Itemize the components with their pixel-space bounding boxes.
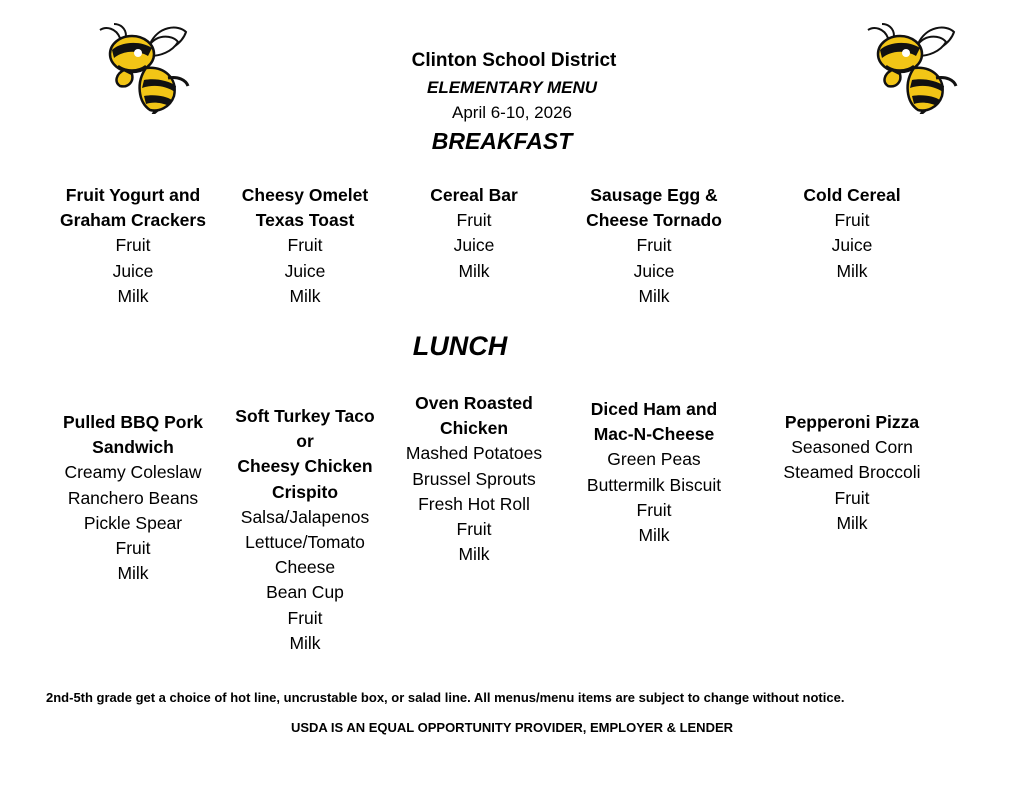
menu-side-item: Fruit — [115, 235, 151, 256]
menu-side-item: Juice — [831, 235, 873, 256]
menu-side-item: Juice — [633, 260, 675, 281]
menu-dates: April 6-10, 2026 — [451, 103, 573, 122]
menu-main-line: Texas Toast — [255, 210, 355, 231]
menu-subtitle: ELEMENTARY MENU — [426, 78, 598, 97]
menu-main-line: Soft Turkey Taco — [235, 406, 375, 426]
lunch-day-4 — [554, 397, 754, 548]
district-name: Clinton School District — [411, 50, 617, 71]
menu-main-line: Cheesy Chicken — [237, 456, 373, 477]
menu-side-item: Brussel Sprouts — [412, 468, 536, 489]
menu-side-item: Juice — [284, 260, 326, 281]
breakfast-day-1 — [33, 183, 233, 309]
menu-side-item: Cheese — [274, 557, 336, 578]
menu-side-item: Fruit — [287, 235, 323, 256]
menu-main-line: Cheese Tornado — [586, 210, 722, 231]
menu-side-item: Fruit — [115, 538, 151, 559]
breakfast-day-4 — [554, 183, 754, 309]
menu-main-line: Cheesy Omelet — [241, 185, 369, 205]
menu-main-line: Chicken — [439, 418, 509, 439]
lunch-day-5 — [752, 410, 952, 536]
menu-main-line: Mac-N-Cheese — [593, 424, 715, 445]
menu-main-line: Pulled BBQ Pork — [62, 412, 204, 432]
menu-side-item: Mashed Potatoes — [405, 443, 543, 464]
menu-side-item: Fruit — [834, 210, 870, 231]
menu-side-item: Bean Cup — [266, 582, 344, 603]
menu-main-line: Cold Cereal — [803, 185, 901, 205]
menu-side-item: Milk — [289, 632, 321, 653]
menu-side-item: Steamed Broccoli — [783, 462, 921, 483]
breakfast-day-3 — [374, 183, 574, 284]
lunch-heading: LUNCH — [412, 331, 508, 361]
menu-main-line: Fruit Yogurt and — [65, 185, 201, 205]
menu-side-item: Fruit — [636, 235, 672, 256]
menu-main-line: Cereal Bar — [430, 185, 518, 205]
breakfast-heading: BREAKFAST — [431, 128, 573, 154]
menu-main-line: Pepperoni Pizza — [784, 412, 920, 432]
menu-side-item: Fresh Hot Roll — [418, 493, 530, 514]
menu-side-item: Juice — [453, 235, 495, 256]
menu-side-item: Milk — [836, 512, 868, 533]
menu-side-item: Milk — [458, 544, 490, 565]
menu-main-line: Diced Ham and — [590, 399, 718, 419]
menu-side-item: Milk — [836, 260, 868, 281]
menu-side-item: Fruit — [456, 519, 492, 540]
lunch-day-3 — [374, 391, 574, 567]
menu-side-item: Pickle Spear — [83, 512, 183, 533]
menu-side-item: Juice — [112, 260, 154, 281]
menu-main-line: Sandwich — [92, 437, 174, 458]
menu-side-item: Fruit — [456, 210, 492, 231]
menu-side-item: Fruit — [636, 499, 672, 520]
menu-side-item: Fruit — [834, 487, 870, 508]
lunch-day-1 — [33, 410, 233, 586]
menu-side-item: Milk — [117, 563, 149, 584]
menu-side-item: Fruit — [287, 607, 323, 628]
menu-main-line: Sausage Egg & — [590, 185, 718, 205]
menu-side-item: Milk — [117, 285, 149, 306]
menu-side-item: Lettuce/Tomato — [245, 532, 365, 553]
grade-choice-note: 2nd-5th grade get a choice of hot line, uncrustable box, or salad line. All menus/menu items are subject to change without notice. — [46, 690, 845, 705]
menu-main-line: Graham Crackers — [60, 210, 206, 231]
menu-side-item: Milk — [289, 285, 321, 306]
menu-side-item: Buttermilk Biscuit — [586, 474, 722, 495]
menu-side-item: Milk — [638, 525, 670, 546]
menu-side-item: Ranchero Beans — [67, 487, 199, 508]
menu-side-item: Creamy Coleslaw — [64, 462, 202, 483]
menu-main-line: Oven Roasted — [415, 393, 533, 413]
breakfast-day-5 — [752, 183, 952, 284]
menu-side-item: Milk — [638, 285, 670, 306]
menu-side-item: Milk — [458, 260, 490, 281]
usda-statement: USDA IS AN EQUAL OPPORTUNITY PROVIDER, EMPLOYER & LENDER — [290, 720, 734, 735]
menu-side-item: Green Peas — [607, 449, 701, 470]
menu-side-item: Salsa/Jalapenos — [240, 506, 370, 527]
menu-main-line: or — [296, 431, 314, 452]
menu-side-item: Seasoned Corn — [791, 437, 913, 458]
menu-main-line: Crispito — [271, 481, 339, 502]
